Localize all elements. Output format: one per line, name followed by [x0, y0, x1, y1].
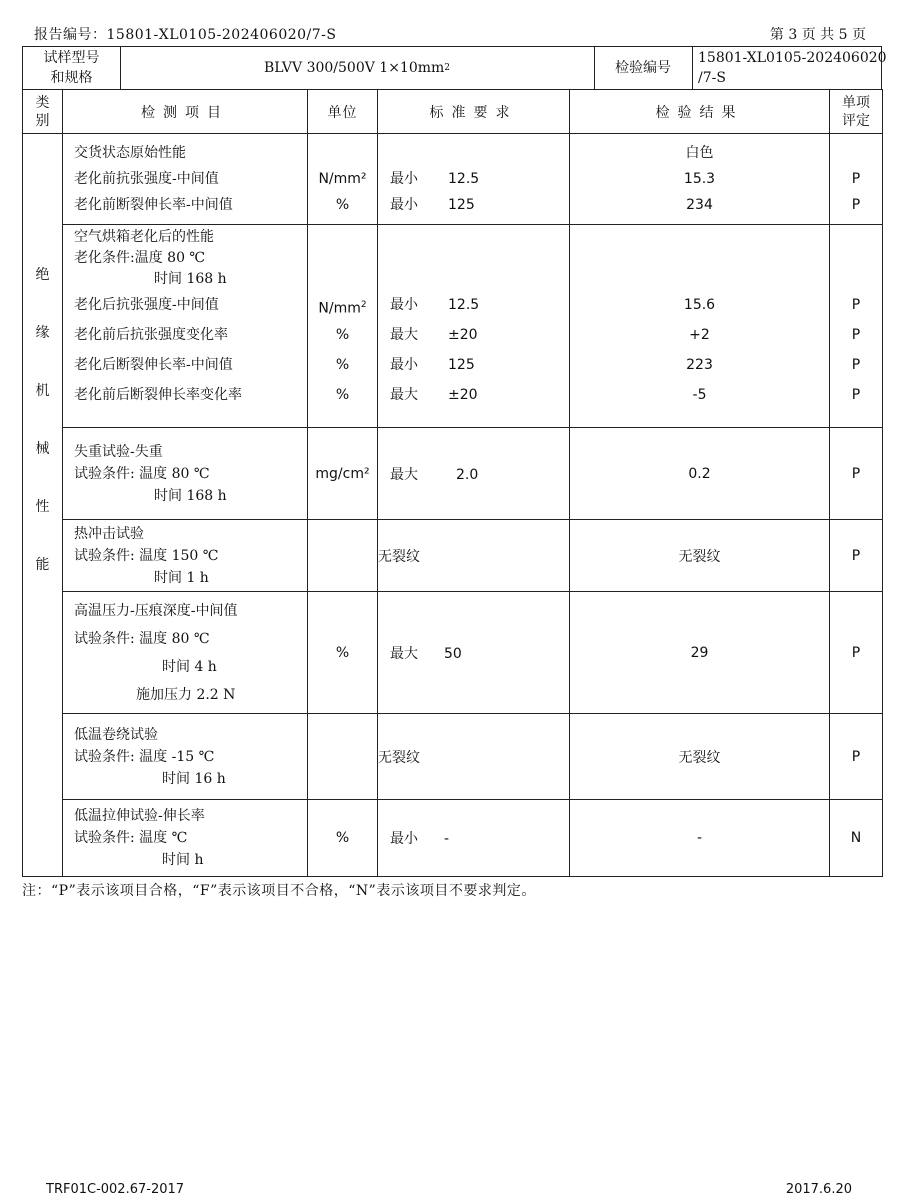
standard-cell — [378, 134, 570, 225]
table-row — [23, 714, 883, 800]
unit-cell — [308, 520, 378, 592]
result-text: +2 — [689, 327, 710, 343]
unit-text: % — [335, 197, 350, 213]
item-cell — [63, 592, 308, 714]
unit-text: % — [335, 327, 350, 343]
form-number: TRF01C-002.67-2017 — [46, 1182, 185, 1197]
col-unit: 单位 — [308, 90, 378, 134]
item-title: 低温卷绕试验 — [74, 726, 158, 743]
std-value: 50 — [444, 645, 462, 662]
verdict-cell — [830, 134, 883, 225]
sample-model — [120, 47, 595, 89]
unit-cell — [308, 714, 378, 800]
item-condition: 时间 16 h — [162, 770, 226, 787]
col-verdict — [830, 90, 883, 134]
item-condition: 试验条件: 温度 ℃ — [74, 830, 188, 846]
verdict-cell: P — [830, 592, 883, 714]
inspect-number-line2: /7-S — [698, 70, 726, 86]
sample-model-text: BLVV 300/500V 1×10mm — [263, 60, 445, 76]
item-title: 高温压力-压痕深度-中间值 — [74, 602, 238, 619]
unit-cell: % — [308, 800, 378, 877]
result-cell: 无裂纹 — [570, 714, 830, 800]
verdict-cell: P — [830, 428, 883, 520]
col-verdict-line1: 单项 — [842, 94, 870, 111]
item-condition: 试验条件: 温度 80 ℃ — [74, 465, 210, 482]
item-cell — [63, 428, 308, 520]
item-text: 交货状态原始性能 — [74, 145, 186, 161]
item-title: 失重试验-失重 — [74, 443, 163, 460]
result-cell: 29 — [570, 592, 830, 714]
table-row — [23, 800, 883, 877]
item-condition: 试验条件: 温度 150 ℃ — [74, 547, 219, 564]
sample-model-sup: 2 — [444, 63, 451, 73]
unit-sup: 2 — [360, 300, 367, 310]
item-title: 热冲击试验 — [74, 525, 144, 542]
category-char: 械 — [35, 441, 50, 457]
unit-text: % — [335, 387, 350, 403]
inspect-label: 检验编号 — [594, 47, 693, 89]
standard-cell — [378, 225, 570, 428]
category-char: 缘 — [35, 325, 50, 341]
result-cell: - — [570, 800, 830, 877]
item-condition: 时间 1 h — [154, 569, 209, 586]
unit-cell — [308, 134, 378, 225]
page-info: 第 3 页 共 5 页 — [769, 27, 866, 43]
footnote: 注：“P”表示该项目合格，“F”表示该项目不合格，“N”表示该项目不要求判定。 — [22, 883, 536, 899]
std-label: 最大 — [390, 327, 418, 343]
std-value: 12.5 — [448, 171, 480, 187]
item-condition: 施加压力 2.2 N — [136, 686, 236, 703]
verdict-text: P — [851, 297, 861, 313]
std-value: 125 — [448, 197, 475, 213]
std-label: 最小 — [390, 831, 418, 847]
inspect-number-line1: 15801-XL0105-202406020 — [698, 50, 887, 66]
col-result: 检验结果 — [570, 90, 830, 134]
std-value: ±20 — [448, 387, 478, 403]
result-text: 15.6 — [683, 297, 716, 313]
table-row — [23, 225, 883, 428]
col-item: 检测项目 — [63, 90, 308, 134]
item-text: 老化后抗张强度-中间值 — [74, 297, 219, 313]
std-value: ±20 — [448, 327, 478, 343]
table-header-row — [23, 90, 883, 134]
verdict-text: P — [851, 171, 861, 187]
item-cell — [63, 225, 308, 428]
result-cell — [570, 134, 830, 225]
std-label: 最大 — [390, 645, 418, 662]
item-text: 老化前后断裂伸长率变化率 — [74, 387, 242, 403]
standard-cell — [378, 428, 570, 520]
result-text: 白色 — [685, 145, 714, 161]
col-category-line2: 别 — [35, 112, 50, 129]
item-condition: 时间 h — [162, 852, 204, 868]
sample-label-line2: 和规格 — [50, 70, 93, 86]
col-category — [23, 90, 63, 134]
item-condition: 时间 168 h — [154, 271, 227, 287]
std-label: 最小 — [390, 297, 418, 313]
verdict-text: P — [851, 327, 861, 343]
verdict-cell: P — [830, 520, 883, 592]
col-standard: 标准要求 — [378, 90, 570, 134]
item-title: 空气烘箱老化后的性能 — [74, 229, 214, 245]
verdict-text: P — [851, 387, 861, 403]
item-condition: 试验条件: 温度 -15 ℃ — [74, 748, 215, 765]
std-value: 12.5 — [448, 297, 480, 313]
form-date: 2017.6.20 — [785, 1182, 852, 1197]
item-cell — [63, 134, 308, 225]
result-cell — [570, 225, 830, 428]
std-value: 2.0 — [456, 466, 479, 483]
col-category-line1: 类 — [35, 94, 50, 111]
result-cell: 无裂纹 — [570, 520, 830, 592]
item-text: 老化前断裂伸长率-中间值 — [74, 197, 233, 213]
std-label: 最大 — [390, 466, 418, 483]
unit-cell: mg/cm² — [308, 428, 378, 520]
category-char: 绝 — [35, 267, 50, 283]
item-condition: 老化条件:温度 80 ℃ — [74, 250, 206, 266]
unit-cell — [308, 225, 378, 428]
item-text: 老化前抗张强度-中间值 — [74, 171, 219, 187]
test-results-table — [22, 89, 883, 877]
std-label: 最小 — [390, 171, 418, 187]
sample-label-line1: 试样型号 — [43, 50, 100, 66]
item-condition: 时间 168 h — [154, 487, 227, 504]
result-text: 234 — [686, 197, 713, 213]
report-number: 报告编号：15801-XL0105-202406020/7-S — [34, 27, 337, 43]
item-text: 老化后断裂伸长率-中间值 — [74, 357, 233, 373]
report-header — [22, 24, 878, 46]
sample-label — [23, 47, 121, 89]
category-cell — [23, 134, 63, 877]
table-row — [23, 134, 883, 225]
item-cell — [63, 520, 308, 592]
sample-info-row — [22, 46, 887, 90]
std-label: 最小 — [390, 197, 418, 213]
category-char: 机 — [35, 383, 50, 399]
item-cell — [63, 800, 308, 877]
verdict-text: P — [851, 197, 861, 213]
standard-cell — [378, 800, 570, 877]
verdict-cell: P — [830, 714, 883, 800]
verdict-cell: N — [830, 800, 883, 877]
item-text: 老化前后抗张强度变化率 — [74, 327, 228, 343]
result-text: -5 — [692, 387, 707, 403]
table-row — [23, 592, 883, 714]
category-char: 能 — [35, 557, 50, 573]
item-title: 低温拉伸试验-伸长率 — [74, 808, 205, 824]
inspect-number — [692, 47, 887, 89]
table-row — [23, 428, 883, 520]
unit-cell: % — [308, 592, 378, 714]
category-char: 性 — [35, 499, 50, 515]
verdict-text: P — [851, 357, 861, 373]
result-text: 15.3 — [683, 171, 716, 187]
standard-cell: 无裂纹 — [378, 714, 570, 800]
col-verdict-line2: 评定 — [842, 112, 870, 129]
table-row — [23, 520, 883, 592]
std-label: 最大 — [390, 387, 418, 403]
std-label: 最小 — [390, 357, 418, 373]
unit-text: N/mm² — [318, 171, 367, 187]
unit-text: % — [335, 357, 350, 373]
item-condition: 试验条件: 温度 80 ℃ — [74, 630, 210, 647]
std-value: - — [444, 831, 450, 847]
result-text: 223 — [686, 357, 713, 373]
result-cell: 0.2 — [570, 428, 830, 520]
unit-text: N/mm — [318, 300, 361, 317]
std-value: 125 — [448, 357, 475, 373]
item-cell — [63, 714, 308, 800]
item-condition: 时间 4 h — [162, 658, 217, 675]
verdict-cell — [830, 225, 883, 428]
standard-cell: 无裂纹 — [378, 520, 570, 592]
standard-cell — [378, 592, 570, 714]
